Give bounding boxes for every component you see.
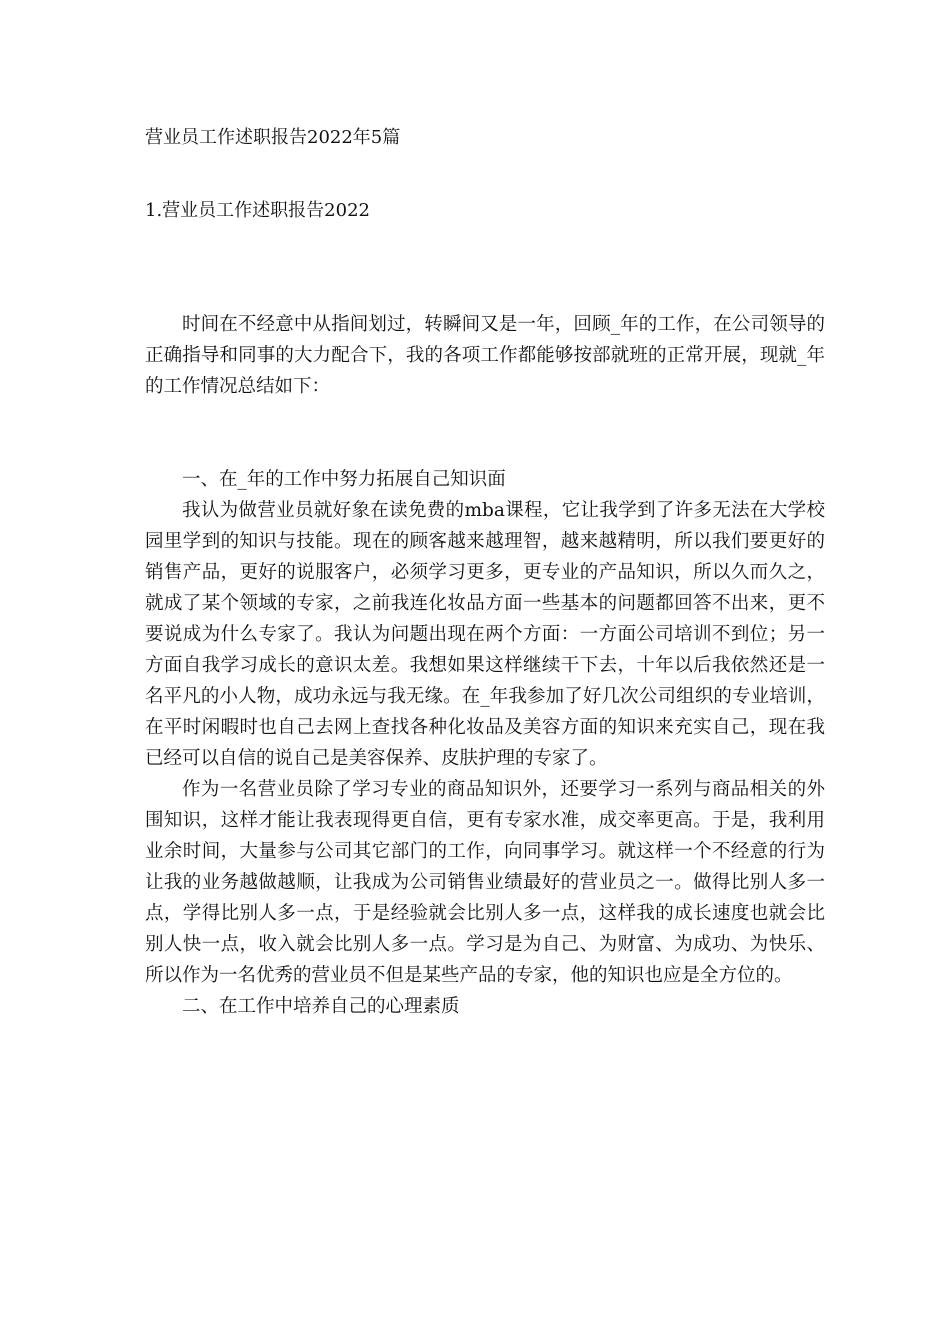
document-title: 营业员工作述职报告2022年5篇 (145, 127, 401, 148)
document-body (145, 309, 825, 1022)
body-paragraph-2: 作为一名营业员除了学习专业的商品知识外，还要学习一系列与商品相关的外围知识，这样才能让我表现得更自信，更有专家水准，成交率更高。于是，我利用业余时间，大量参与公司其它部门的工作，向同事学习。就这样一个不经意的行为让我的业务越做越顺，让我成为公司销售业绩最好的营业员之一。做得比别人多一点，学得比别人多一点，于是经验就会比别人多一点，这样我的成长速度也就会比别人快一点，收入就会比别人多一点。学习是为自己、为财富、为成功、为快乐、所以作为一名优秀的营业员不但是某些产品的专家，他的知识也应是全方位的。 (145, 779, 825, 986)
intro-paragraph: 时间在不经意中从指间划过，转瞬间又是一年，回顾_年的工作，在公司领导的正确指导和同事的大力配合下，我的各项工作都能够按部就班的正常开展，现就_年的工作情况总结如下： (145, 314, 825, 397)
paragraph-spacer (145, 402, 825, 464)
document-subtitle: 1.营业员工作述职报告2022 (145, 200, 370, 221)
section-heading-1: 一、在_年的工作中努力拓展自己知识面 (182, 469, 506, 490)
section-heading-2: 二、在工作中培养自己的心理素质 (182, 996, 460, 1017)
body-paragraph-1: 我认为做营业员就好象在读免费的mba课程，它让我学到了许多无法在大学校园里学到的知识与技能。现在的顾客越来越理智，越来越精明，所以我们要更好的销售产品，更好的说服客户，必须学习更多，更专业的产品知识，所以久而久之，就成了某个领域的专家，之前我连化妆品方面一些基本的问题都回答不出来，更不要说成为什么专家了。我认为问题出现在两个方面：一方面公司培训不到位；另一方面自我学习成长的意识太差。我想如果这样继续干下去，十年以后我依然还是一名平凡的小人物，成功永远与我无缘。在_年我参加了好几次公司组织的专业培训，在平时闲暇时也自己去网上查找各种化妆品及美容方面的知识来充实自己，现在我已经可以自信的说自己是美容保养、皮肤护理的专家了。 (145, 500, 825, 769)
